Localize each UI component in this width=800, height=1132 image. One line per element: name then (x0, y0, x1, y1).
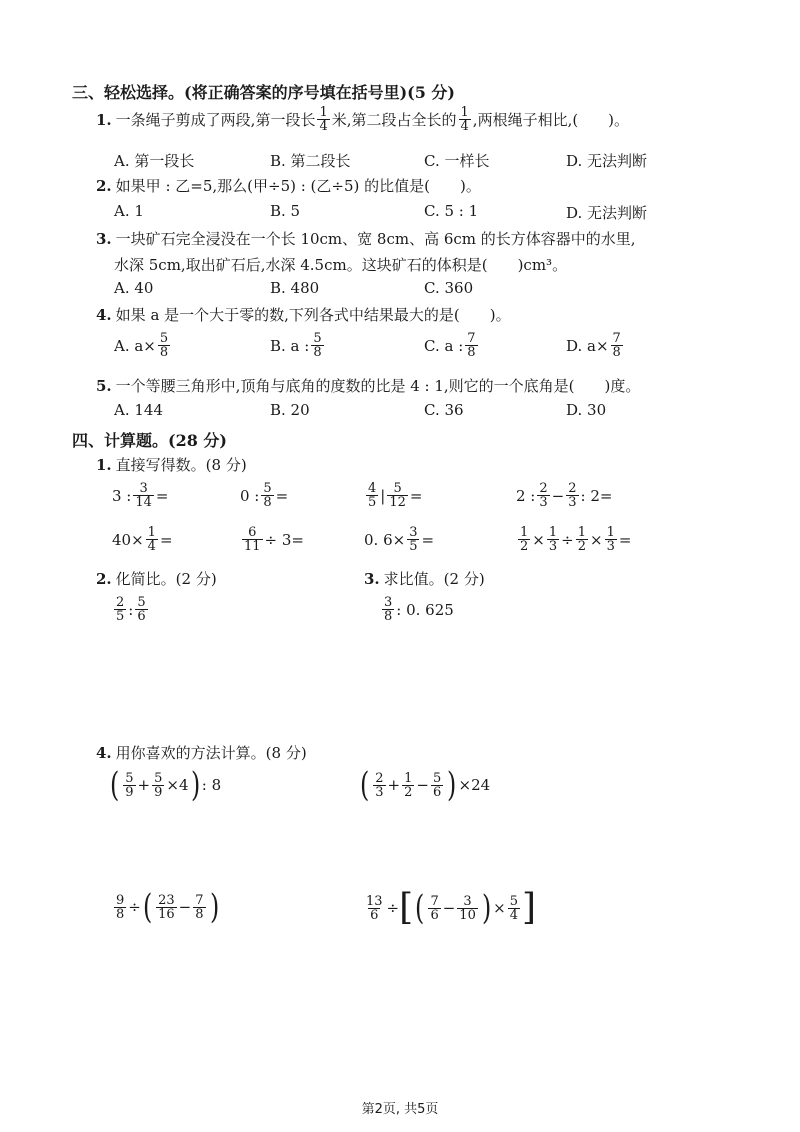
question-text: 如果 a 是一个大于零的数,下列各式中结果最大的是( )。 (115, 306, 511, 324)
option-d: D. a× $\frac{7}{8}$ (566, 331, 621, 360)
option-a: A. 第一段长 (114, 152, 195, 170)
calc-expression-p4-4: $\frac{13}{6}$ ÷ [ ( $\frac{7}{6}$ − $\frac{3}{10}$ ) × $\frac{5}{4}$ ] (366, 887, 537, 928)
part-3-title: 3. 求比值。(2 分) (364, 570, 485, 588)
fraction: $\frac{7}{8}$ (612, 331, 621, 360)
option-c: C. 36 (424, 401, 464, 419)
part-2-title: 2. 化简比。(2 分) (96, 570, 217, 588)
question-text: ,两根绳子相比,( )。 (472, 111, 630, 129)
option-c: C. 一样长 (424, 152, 490, 170)
option-a: A. 1 (114, 202, 144, 220)
calc-expression-7: 0. 6× $\frac{3}{5}$ = (364, 525, 435, 554)
part-1-title: 1. 直接写得数。(8 分) (96, 456, 247, 474)
calc-expression-p4-3: $\frac{9}{8}$ ÷ ( $\frac{23}{16}$ − $\frac{7}{8}$ ) (116, 887, 219, 927)
question-2 (96, 175, 481, 196)
question-number: 4. (96, 306, 112, 324)
calc-expression-p4-1: ( $\frac{5}{9}$ + $\frac{5}{9}$ ×4 ) : 8 (109, 765, 222, 805)
question-3 (96, 228, 636, 249)
question-text-line-1: 一块矿石完全浸没在一个长 10cm、宽 8cm、高 6cm 的长方体容器中的水里, (115, 230, 636, 248)
question-number: 2. (96, 177, 112, 195)
question-5 (96, 375, 640, 396)
fraction: $\frac{5}{8}$ (159, 331, 169, 360)
option-a: A. 40 (114, 279, 154, 297)
calc-expression-6: $\frac{6}{11}$ ÷ 3= (244, 525, 304, 554)
option-a: A. a× $\frac{5}{8}$ (114, 331, 169, 360)
option-d: D. 30 (566, 401, 607, 419)
ratio-value-expression: $\frac{3}{8}$ : 0. 625 (384, 595, 454, 624)
option-c: C. 5 : 1 (424, 202, 479, 220)
fraction: $\frac{5}{8}$ (313, 331, 322, 360)
option-a: A. 144 (114, 401, 163, 419)
option-c: C. a : $\frac{7}{8}$ (424, 331, 476, 360)
question-4 (96, 304, 511, 325)
question-number: 3. (96, 230, 112, 248)
section-3-title: 三、轻松选择。(将正确答案的序号填在括号里)(5 分) (72, 83, 455, 102)
option-d: D. 无法判断 (566, 152, 648, 170)
calc-expression-8: $\frac{1}{2}$ × $\frac{1}{3}$ ÷ $\frac{1}{2}$ × $\frac{1}{3}$ = (520, 525, 632, 554)
question-number: 5. (96, 377, 112, 395)
calc-expression-5: 40× $\frac{1}{4}$ = (112, 525, 173, 554)
calc-expression-2: 0 : $\frac{5}{8}$ = (240, 481, 289, 510)
option-c: C. 360 (424, 279, 474, 297)
option-b: B. a : $\frac{5}{8}$ (270, 331, 322, 360)
section-4-title: 四、计算题。(28 分) (72, 431, 227, 450)
option-d: D. 无法判断 (566, 204, 648, 222)
option-b: B. 480 (270, 279, 320, 297)
question-number: 1. (96, 110, 112, 129)
question-text: 米,第二段占全长的 (331, 111, 457, 129)
calc-expression-p4-2: ( $\frac{2}{3}$ + $\frac{1}{2}$ − $\frac{5}{6}$ ) ×24 (359, 765, 491, 805)
calc-expression-1: 3 : $\frac{3}{14}$ = (112, 481, 169, 510)
question-1 (96, 106, 629, 133)
simplify-ratio-expression: $\frac{2}{5}$ : $\frac{5}{6}$ (116, 595, 146, 624)
option-b: B. 20 (270, 401, 310, 419)
question-text: 如果甲 : 乙=5,那么(甲÷5) : (乙÷5) 的比值是( )。 (115, 177, 481, 195)
question-text: 一个等腰三角形中,顶角与底角的度数的比是 4 : 1,则它的一个底角是( )度。 (115, 377, 641, 395)
fraction: $\frac{7}{8}$ (467, 331, 476, 360)
option-b: B. 5 (270, 202, 301, 220)
fraction: $\frac{1}{4}$ (460, 105, 469, 134)
question-text-line-2: 水深 5cm,取出矿石后,水深 4.5cm。这块矿石的体积是( )cm³。 (114, 256, 568, 274)
calc-expression-3: $\frac{4}{5}$ | $\frac{5}{12}$ = (368, 481, 423, 510)
fraction: $\frac{1}{4}$ (319, 105, 328, 134)
calc-expression-4: 2 : $\frac{2}{3}$ − $\frac{2}{3}$ : 2= (516, 481, 613, 510)
part-4-title: 4. 用你喜欢的方法计算。(8 分) (96, 744, 307, 762)
page-footer: 第2页, 共5页 (361, 1102, 439, 1117)
question-text: 一条绳子剪成了两段,第一段长 (115, 111, 316, 129)
option-b: B. 第二段长 (270, 152, 351, 170)
